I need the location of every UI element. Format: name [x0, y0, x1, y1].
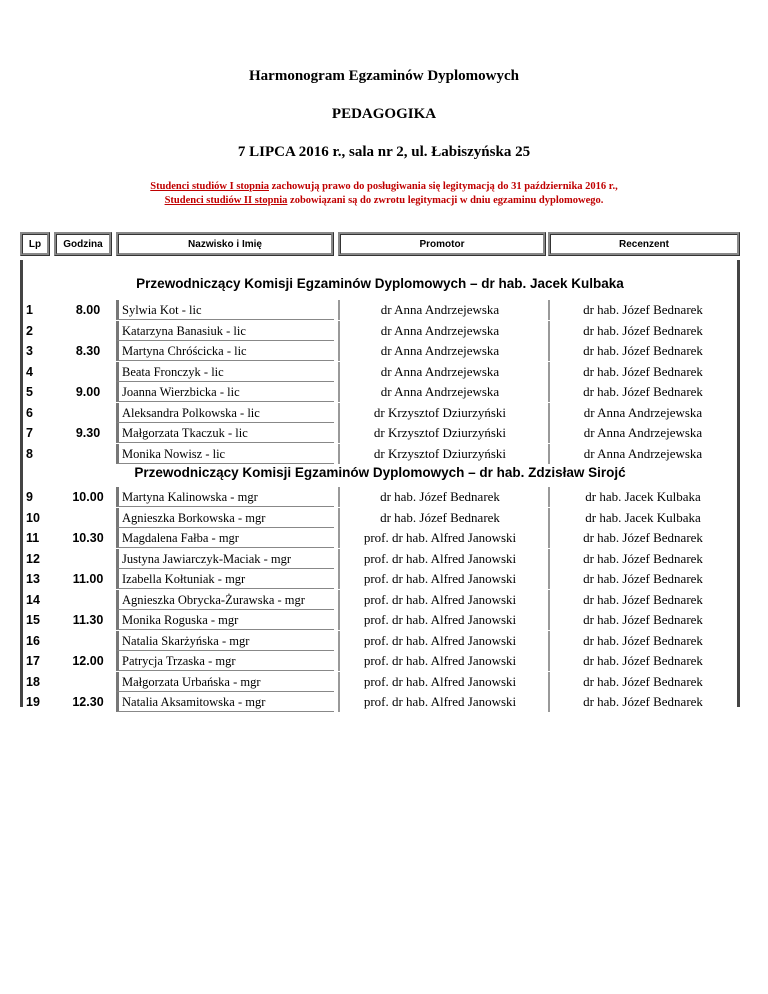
reviewer-name: dr hab. Józef Bednarek	[548, 569, 736, 589]
reviewer-name: dr hab. Józef Bednarek	[548, 341, 736, 361]
promotor-name: dr hab. Józef Bednarek	[338, 487, 540, 507]
student-name: Patrycja Trzaska - mgr	[116, 651, 334, 671]
table-row	[20, 528, 740, 548]
student-name: Magdalena Fałba - mgr	[116, 528, 334, 548]
faculty-name: PEDAGOGIKA	[331, 106, 437, 122]
promotor-name: dr Krzysztof Dziurzyński	[338, 403, 540, 423]
col-header-time: Godzina	[54, 232, 112, 256]
exam-time: 9.30	[75, 426, 101, 440]
exam-time: 8.30	[75, 344, 101, 358]
promotor-name: prof. dr hab. Alfred Janowski	[338, 528, 540, 548]
exam-time: 12.30	[72, 695, 104, 709]
promotor-name: prof. dr hab. Alfred Janowski	[338, 590, 540, 610]
reviewer-name: dr Anna Andrzejewska	[548, 403, 736, 423]
promotor-name: prof. dr hab. Alfred Janowski	[338, 549, 540, 569]
reviewer-name: dr hab. Józef Bednarek	[548, 549, 736, 569]
row-number: 11	[26, 531, 40, 545]
row-number: 2	[26, 323, 33, 338]
col-header-reviewer: Recenzent	[548, 232, 740, 256]
reviewer-name: dr Anna Andrzejewska	[548, 423, 736, 443]
table-row	[20, 341, 740, 361]
exam-time: 10.00	[72, 490, 104, 504]
student-name: Aleksandra Polkowska - lic	[116, 403, 334, 423]
table-row	[20, 590, 740, 610]
promotor-name: dr Anna Andrzejewska	[338, 321, 540, 341]
reviewer-name: dr hab. Józef Bednarek	[548, 590, 736, 610]
table-row	[20, 382, 740, 402]
table-row	[20, 631, 740, 651]
document-title: Harmonogram Egzaminów Dyplomowych	[249, 68, 519, 84]
reviewer-name: dr hab. Józef Bednarek	[548, 300, 736, 320]
promotor-name: dr hab. Józef Bednarek	[338, 508, 540, 528]
reviewer-name: dr hab. Józef Bednarek	[548, 631, 736, 651]
row-number: 14	[26, 592, 40, 607]
col-header-promotor: Promotor	[338, 232, 546, 256]
row-number: 1	[26, 303, 33, 317]
reviewer-name: dr hab. Józef Bednarek	[548, 651, 736, 671]
student-name: Agnieszka Borkowska - mgr	[116, 508, 334, 528]
promotor-name: dr Krzysztof Dziurzyński	[338, 423, 540, 443]
promotor-name: dr Anna Andrzejewska	[338, 382, 540, 402]
reviewer-name: dr Anna Andrzejewska	[548, 444, 736, 464]
student-name: Martyna Kalinowska - mgr	[116, 487, 334, 507]
table-row	[20, 569, 740, 589]
table-row	[20, 651, 740, 671]
table-row	[20, 300, 740, 320]
row-number: 3	[26, 344, 33, 358]
promotor-name: prof. dr hab. Alfred Janowski	[338, 692, 540, 712]
promotor-name: dr Anna Andrzejewska	[338, 341, 540, 361]
notice-line-1-rest: zachowują prawo do posługiwania się legitymacją do 31 października 2016 r.,	[269, 181, 618, 192]
table-row	[20, 508, 740, 528]
reviewer-name: dr hab. Józef Bednarek	[548, 672, 736, 692]
table-row	[20, 672, 740, 692]
table-row	[20, 692, 740, 712]
row-number: 13	[26, 572, 40, 586]
promotor-name: dr Krzysztof Dziurzyński	[338, 444, 540, 464]
col-header-lp: Lp	[20, 232, 50, 256]
student-name: Małgorzata Tkaczuk - lic	[116, 423, 334, 443]
exam-time	[64, 321, 112, 341]
row-number: 15	[26, 613, 40, 627]
exam-time: 11.00	[72, 572, 104, 586]
student-name: Katarzyna Banasiuk - lic	[116, 321, 334, 341]
exam-time: 8.00	[75, 303, 101, 317]
student-name: Joanna Wierzbicka - lic	[116, 382, 334, 402]
promotor-name: prof. dr hab. Alfred Janowski	[338, 569, 540, 589]
exam-time: 10.30	[72, 531, 104, 545]
exam-time	[64, 549, 112, 569]
exam-time	[64, 590, 112, 610]
notice-line-2-underlined: Studenci studiów II stopnia	[164, 195, 288, 206]
student-name: Sylwia Kot - lic	[116, 300, 334, 320]
promotor-name: prof. dr hab. Alfred Janowski	[338, 610, 540, 630]
notice-line-2	[0, 194, 768, 208]
student-name: Małgorzata Urbańska - mgr	[116, 672, 334, 692]
exam-time	[64, 631, 112, 651]
committee-chair-heading: Przewodniczący Komisji Egzaminów Dyplomowych – dr hab. Zdzisław Sirojć	[134, 465, 626, 480]
row-number: 18	[26, 674, 40, 689]
exam-time	[64, 444, 112, 464]
student-name: Monika Roguska - mgr	[116, 610, 334, 630]
row-number: 12	[26, 551, 40, 566]
reviewer-name: dr hab. Józef Bednarek	[548, 528, 736, 548]
reviewer-name: dr hab. Józef Bednarek	[548, 382, 736, 402]
student-name: Monika Nowisz - lic	[116, 444, 334, 464]
reviewer-name: dr hab. Józef Bednarek	[548, 610, 736, 630]
row-number: 17	[26, 654, 40, 668]
reviewer-name: dr hab. Józef Bednarek	[548, 321, 736, 341]
student-name: Beata Fronczyk - lic	[116, 362, 334, 382]
student-name: Natalia Aksamitowska - mgr	[116, 692, 334, 712]
col-header-name: Nazwisko i Imię	[116, 232, 334, 256]
promotor-name: dr Anna Andrzejewska	[338, 362, 540, 382]
exam-time	[64, 362, 112, 382]
student-name: Natalia Skarżyńska - mgr	[116, 631, 334, 651]
committee-chair-heading: Przewodniczący Komisji Egzaminów Dyplomowych – dr hab. Jacek Kulbaka	[136, 276, 624, 291]
exam-time: 11.30	[72, 613, 104, 627]
row-number: 7	[26, 426, 33, 440]
student-name: Martyna Chróścicka - lic	[116, 341, 334, 361]
reviewer-name: dr hab. Józef Bednarek	[548, 692, 736, 712]
promotor-name: dr Anna Andrzejewska	[338, 300, 540, 320]
notice-line-1-underlined: Studenci studiów I stopnia	[150, 181, 269, 192]
exam-time	[64, 672, 112, 692]
exam-time: 9.00	[75, 385, 101, 399]
date-and-place: 7 LIPCA 2016 r., sala nr 2, ul. Łabiszyńska 25	[237, 144, 531, 160]
promotor-name: prof. dr hab. Alfred Janowski	[338, 631, 540, 651]
exam-time	[64, 403, 112, 423]
row-number: 5	[26, 385, 33, 399]
table-row	[20, 362, 740, 382]
row-number: 6	[26, 405, 33, 420]
row-number: 16	[26, 633, 40, 648]
exam-time: 12.00	[72, 654, 104, 668]
exam-time	[64, 508, 112, 528]
row-number: 8	[26, 446, 33, 461]
table-row	[20, 610, 740, 630]
table-row	[20, 403, 740, 423]
table-row	[20, 487, 740, 507]
promotor-name: prof. dr hab. Alfred Janowski	[338, 651, 540, 671]
promotor-name: prof. dr hab. Alfred Janowski	[338, 672, 540, 692]
table-row	[20, 423, 740, 443]
row-number: 10	[26, 510, 40, 525]
student-name: Justyna Jawiarczyk-Maciak - mgr	[116, 549, 334, 569]
table-row	[20, 549, 740, 569]
student-name: Izabella Kołtuniak - mgr	[116, 569, 334, 589]
reviewer-name: dr hab. Jacek Kulbaka	[548, 508, 736, 528]
table-row	[20, 321, 740, 341]
row-number: 4	[26, 364, 33, 379]
reviewer-name: dr hab. Jacek Kulbaka	[548, 487, 736, 507]
student-name: Agnieszka Obrycka-Żurawska - mgr	[116, 590, 334, 610]
notice-line-2-rest: zobowiązani są do zwrotu legitymacji w dniu egzaminu dyplomowego.	[287, 195, 604, 206]
table-row	[20, 444, 740, 464]
reviewer-name: dr hab. Józef Bednarek	[548, 362, 736, 382]
row-number: 9	[26, 490, 33, 504]
notice-line-1	[0, 180, 768, 194]
row-number: 19	[26, 695, 40, 709]
